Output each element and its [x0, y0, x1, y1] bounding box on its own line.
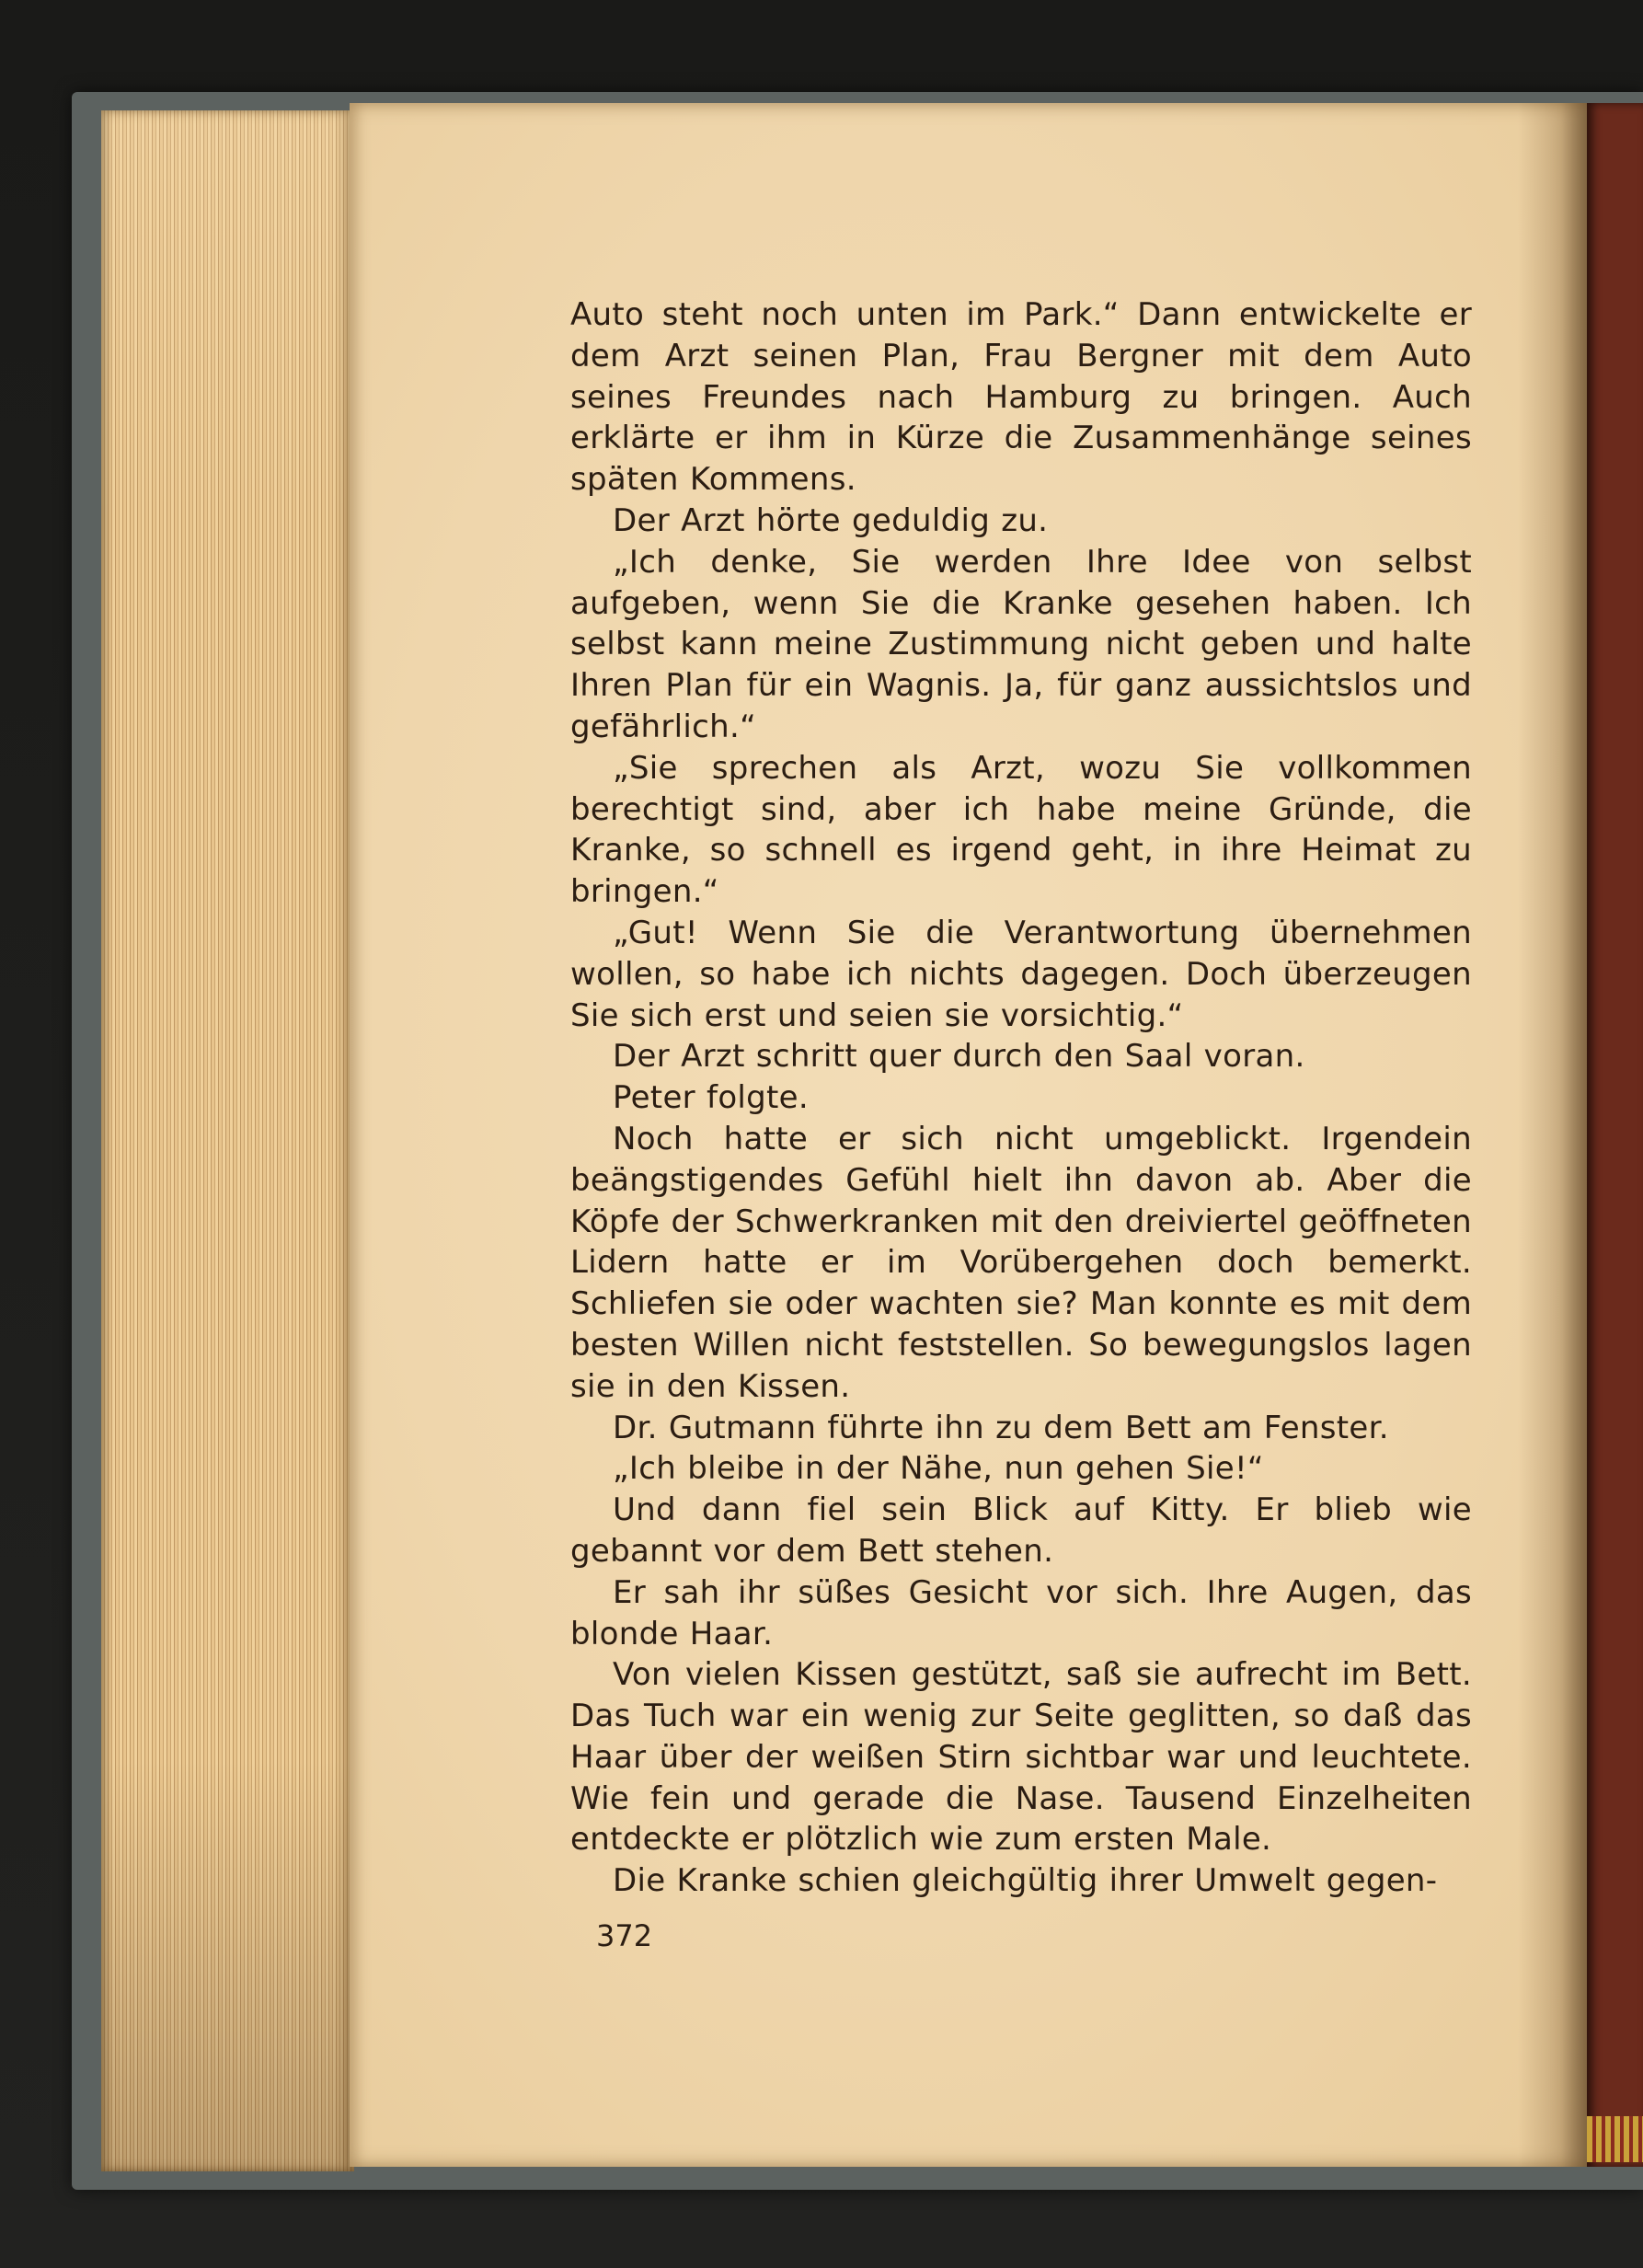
paragraph: Er sah ihr süßes Gesicht vor sich. Ihre Augen, das blonde Haar.: [570, 1573, 1472, 1652]
paragraph: Von vielen Kissen gestützt, saß sie aufrecht im Bett. Das Tuch war ein wenig zur Seite geglitten, so daß das Haar über der weißen Stirn sichtbar war und leuchtete. Wie fein und gerade die Nase. Tausend Einzelheiten entdeckte er plötzlich wie zum ersten Male.: [570, 1656, 1472, 1859]
book-headband: [1587, 2116, 1643, 2162]
page-gutter-shadow: [1518, 103, 1590, 2167]
page-fore-edge-shading: [101, 110, 354, 2171]
book-spine: [1587, 103, 1643, 2167]
paragraph: Auto steht noch unten im Park.“ Dann entwickelte er dem Arzt seinen Plan, Frau Bergner mit dem Auto seines Freundes nach Hamburg zu bringen. Auch erklärte er ihm in Kürze die Zusammenhänge seines späten Kommens.: [570, 296, 1472, 499]
paragraph: „Ich denke, Sie werden Ihre Idee von selbst aufgeben, wenn Sie die Kranke gesehen haben. Ich selbst kann meine Zustimmung nicht geben und halte Ihren Plan für ein Wagnis. Ja, für ganz aussichtslos und gefährlich.“: [570, 543, 1472, 745]
paragraph: Der Arzt hörte geduldig zu.: [613, 501, 1049, 539]
paragraph: „Ich bleibe in der Nähe, nun gehen Sie!“: [613, 1450, 1264, 1488]
page-number: 372: [596, 1918, 653, 1953]
paragraph: „Sie sprechen als Arzt, wozu Sie vollkommen berechtigt sind, aber ich habe meine Gründe, die Kranke, so schnell es irgend geht, in ihre Heimat zu bringen.“: [570, 749, 1472, 911]
page-body-text: [570, 294, 1472, 1902]
paragraph: Dr. Gutmann führte ihn zu dem Bett am Fenster.: [613, 1409, 1389, 1446]
paragraph: Noch hatte er sich nicht umgeblickt. Irgendein beängstigendes Gefühl hielt ihn davon ab. Aber die Köpfe der Schwerkranken mit den dreiviertel geöffneten Lidern hatte er im Vorübergehen doch bemerkt. Schliefen sie oder wachten sie? Man konnte es mit dem besten Willen nicht feststellen. So bewegungslos lagen sie in den Kissen.: [570, 1120, 1472, 1405]
paragraph: „Gut! Wenn Sie die Verantwortung übernehmen wollen, so habe ich nichts dagegen. Doch überzeugen Sie sich erst und seien sie vorsichtig.“: [570, 914, 1472, 1034]
paragraph: Der Arzt schritt quer durch den Saal voran.: [613, 1038, 1305, 1076]
paragraph: Peter folgte.: [613, 1079, 810, 1117]
paragraph: Die Kranke schien gleichgültig ihrer Umwelt gegen-: [613, 1862, 1438, 1900]
paragraph: Und dann fiel sein Blick auf Kitty. Er blieb wie gebannt vor dem Bett stehen.: [570, 1491, 1472, 1570]
